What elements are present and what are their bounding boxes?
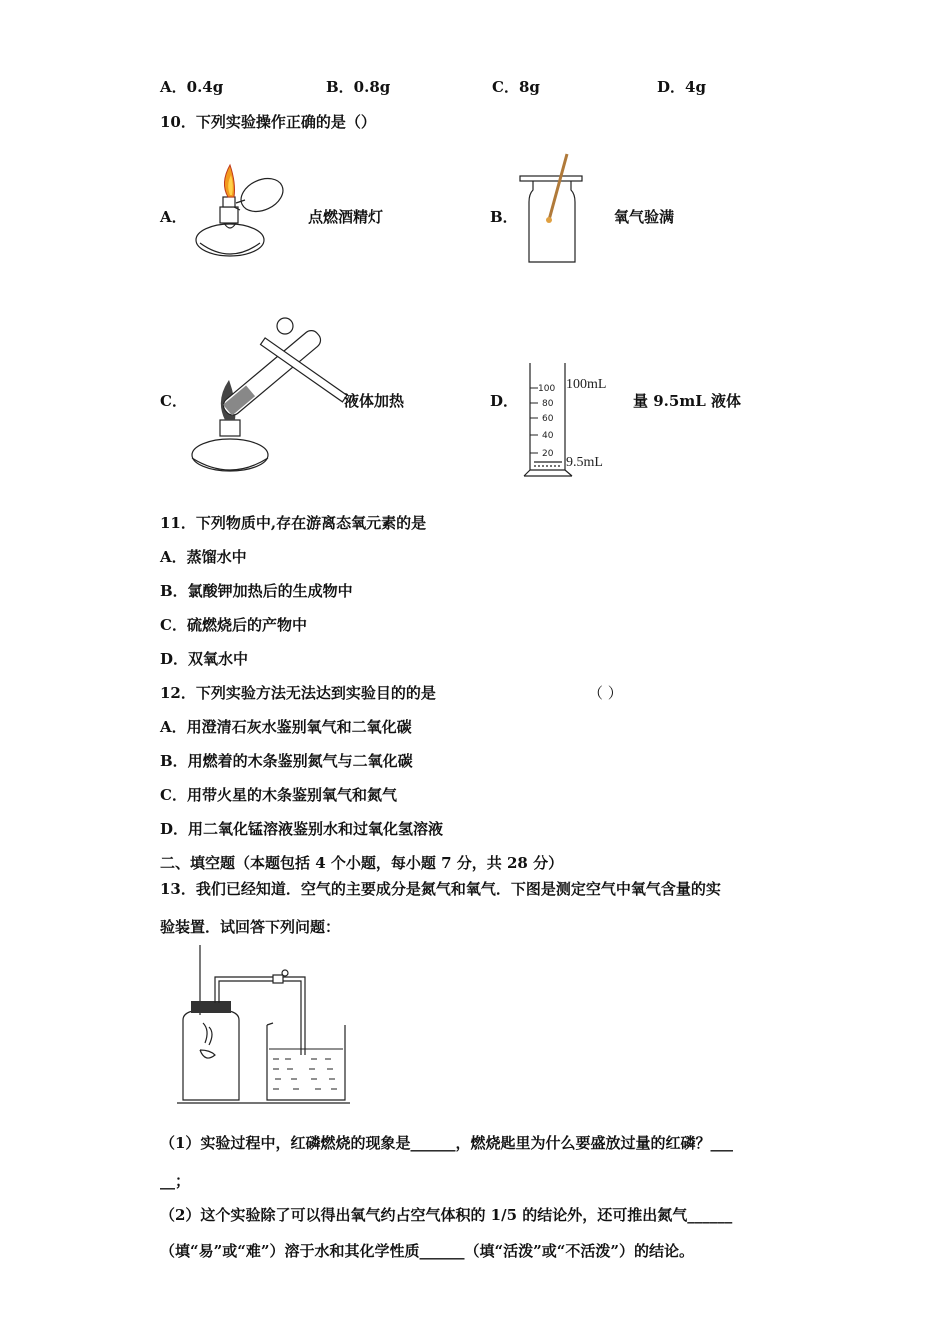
q12-option-a: A．用澄清石灰水鉴别氧气和二氧化碳: [160, 718, 412, 736]
q10-option-c-label: 液体加热: [344, 392, 405, 410]
q10-option-a-letter: A．: [160, 208, 187, 226]
q13-stem-line1: 13．我们已经知道．空气的主要成分是氮气和氧气．下图是测定空气中氧气含量的实: [160, 880, 721, 898]
oxygen-bottle-test-illustration: [515, 150, 585, 265]
q12-stem: 12．下列实验方法无法达到实验目的的是: [160, 684, 436, 702]
cylinder-scale-40: 40: [542, 431, 554, 441]
q9-option-d: D．4g: [657, 78, 706, 96]
q10-option-b-letter: B．: [490, 208, 518, 226]
q13-part2-line2: （填“易”或“难”）溶于水和其化学性质______（填“活泼”或“不活泼”）的结论。: [160, 1242, 695, 1260]
oxygen-content-apparatus-illustration: [175, 945, 355, 1110]
q12-option-b: B．用燃着的木条鉴别氮气与二氧化碳: [160, 752, 413, 770]
q13-part2-line1: （2）这个实验除了可以得出氧气约占空气体积的 1/5 的结论外，还可推出氮气______: [160, 1206, 733, 1224]
graduated-cylinder-illustration: [520, 358, 620, 483]
q9-option-b: B．0.8g: [326, 78, 391, 96]
q12-answer-bracket: （ ）: [588, 684, 623, 702]
cylinder-scale-20: 20: [542, 449, 554, 459]
q10-option-c-letter: C．: [160, 392, 187, 410]
q12-option-c: C．用带火星的木条鉴别氧气和氮气: [160, 786, 397, 804]
cylinder-scale-100: 100: [538, 384, 556, 394]
q10-option-b-label: 氧气验满: [614, 208, 675, 226]
q11-option-b: B．氯酸钾加热后的生成物中: [160, 582, 353, 600]
q11-stem: 11．下列物质中,存在游离态氧元素的是: [160, 514, 427, 532]
section-2-heading: 二、填空题（本题包括 4 个小题，每小题 7 分，共 28 分）: [160, 854, 564, 872]
q13-part1-line1: （1）实验过程中，红磷燃烧的现象是______，燃烧匙里为什么要盛放过量的红磷？___: [160, 1134, 733, 1152]
liquid-heating-illustration: [185, 310, 365, 480]
q11-option-d: D．双氧水中: [160, 650, 249, 668]
q13-stem-line2: 验装置．试回答下列问题：: [160, 918, 341, 936]
cylinder-top-label: 100mL: [566, 377, 607, 392]
q10-option-d-letter: D．: [490, 392, 519, 410]
q12-option-d: D．用二氧化锰溶液鉴别水和过氧化氢溶液: [160, 820, 444, 838]
alcohol-lamp-lighting-illustration: [190, 155, 310, 265]
q9-option-a: A．0.4g: [160, 78, 224, 96]
q9-option-c: C．8g: [492, 78, 540, 96]
q11-option-c: C．硫燃烧后的产物中: [160, 616, 307, 634]
q11-option-a: A．蒸馏水中: [160, 548, 247, 566]
cylinder-bottom-label: 9.5mL: [566, 455, 603, 470]
q10-option-a-label: 点燃酒精灯: [308, 208, 384, 226]
q10-stem: 10．下列实验操作正确的是（）: [160, 113, 376, 131]
cylinder-scale-60: 60: [542, 414, 554, 424]
cylinder-scale-80: 80: [542, 399, 554, 409]
q10-option-d-label: 量 9.5mL 液体: [633, 392, 741, 410]
q13-part1-line2: __；: [160, 1172, 191, 1190]
